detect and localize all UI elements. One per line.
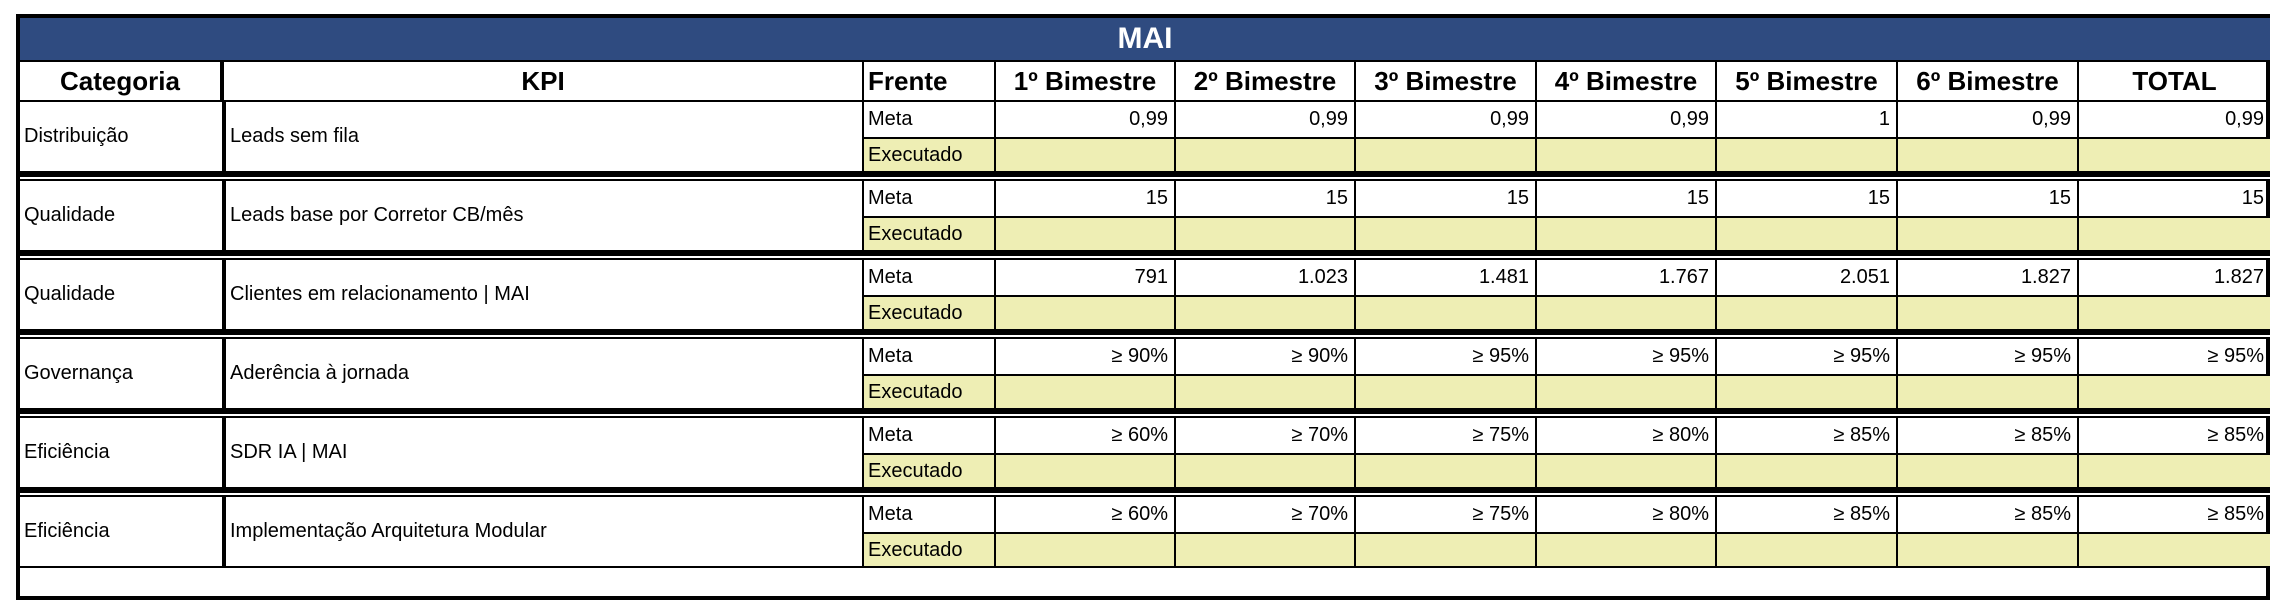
cell-executado-value[interactable] [1717,534,1898,568]
cell-meta-value[interactable]: ≥ 70% [1176,418,1356,455]
cell-categoria[interactable]: Eficiência [20,497,224,568]
header-total[interactable]: TOTAL [2079,62,2270,102]
cell-executado-value[interactable] [1537,297,1717,331]
cell-frente-executado[interactable]: Executado [864,218,996,252]
cell-frente-executado[interactable]: Executado [864,297,996,331]
cell-executado-value[interactable] [1717,218,1898,252]
cell-executado-value[interactable] [1176,376,1356,410]
cell-executado-value[interactable] [1537,534,1717,568]
cell-executado-value[interactable] [1176,534,1356,568]
cell-kpi[interactable]: Clientes em relacionamento | MAI [224,260,864,331]
cell-executado-value[interactable] [1898,297,2079,331]
cell-frente-meta[interactable]: Meta [864,260,996,297]
cell-executado-value[interactable] [2079,139,2270,173]
cell-executado-value[interactable] [2079,218,2270,252]
header-bimestre-1[interactable]: 1º Bimestre [996,62,1176,102]
cell-executado-value[interactable] [996,297,1176,331]
cell-meta-value[interactable]: 15 [1898,181,2079,218]
header-kpi[interactable]: KPI [224,62,864,102]
cell-meta-value[interactable]: 1.481 [1356,260,1537,297]
cell-meta-value[interactable]: ≥ 95% [2079,339,2270,376]
cell-executado-value[interactable] [1356,376,1537,410]
cell-meta-value[interactable]: 15 [2079,181,2270,218]
cell-meta-value[interactable]: ≥ 85% [2079,497,2270,534]
cell-executado-value[interactable] [1537,455,1717,489]
cell-executado-value[interactable] [1176,455,1356,489]
cell-executado-value[interactable] [1898,455,2079,489]
cell-meta-value[interactable]: ≥ 90% [1176,339,1356,376]
cell-executado-value[interactable] [1717,455,1898,489]
cell-meta-value[interactable]: ≥ 70% [1176,497,1356,534]
row-separator [20,410,2270,418]
cell-meta-value[interactable]: 0,99 [996,102,1176,139]
cell-frente-executado[interactable]: Executado [864,376,996,410]
row-separator [20,252,2270,260]
cell-executado-value[interactable] [2079,297,2270,331]
cell-kpi[interactable]: Aderência à jornada [224,339,864,410]
cell-executado-value[interactable] [2079,455,2270,489]
header-bimestre-3[interactable]: 3º Bimestre [1356,62,1537,102]
cell-executado-value[interactable] [1356,139,1537,173]
cell-frente-executado[interactable]: Executado [864,455,996,489]
cell-categoria[interactable]: Governança [20,339,224,410]
cell-frente-meta[interactable]: Meta [864,181,996,218]
header-bimestre-6[interactable]: 6º Bimestre [1898,62,2079,102]
cell-executado-value[interactable] [996,376,1176,410]
cell-executado-value[interactable] [1537,376,1717,410]
cell-executado-value[interactable] [1898,218,2079,252]
cell-frente-meta[interactable]: Meta [864,102,996,139]
cell-meta-value[interactable]: 1.827 [1898,260,2079,297]
header-bimestre-2[interactable]: 2º Bimestre [1176,62,1356,102]
cell-executado-value[interactable] [1537,139,1717,173]
cell-meta-value[interactable]: 0,99 [1898,102,2079,139]
cell-frente-meta[interactable]: Meta [864,418,996,455]
cell-executado-value[interactable] [1176,139,1356,173]
cell-meta-value[interactable]: 15 [1537,181,1717,218]
cell-executado-value[interactable] [1176,297,1356,331]
row-separator [20,331,2270,339]
cell-executado-value[interactable] [1717,297,1898,331]
cell-meta-value[interactable]: ≥ 60% [996,418,1176,455]
header-bimestre-5[interactable]: 5º Bimestre [1717,62,1898,102]
cell-meta-value[interactable]: ≥ 95% [1898,339,2079,376]
header-categoria[interactable]: Categoria [20,62,224,102]
cell-meta-value[interactable]: 1.827 [2079,260,2270,297]
cell-categoria[interactable]: Eficiência [20,418,224,489]
cell-meta-value[interactable]: ≥ 60% [996,497,1176,534]
cell-categoria[interactable]: Qualidade [20,181,224,252]
cell-executado-value[interactable] [1717,376,1898,410]
cell-meta-value[interactable]: 791 [996,260,1176,297]
cell-frente-meta[interactable]: Meta [864,339,996,376]
cell-kpi[interactable]: Leads sem fila [224,102,864,173]
sheet-title[interactable]: MAI [20,18,2270,62]
cell-meta-value[interactable]: ≥ 75% [1356,497,1537,534]
cell-executado-value[interactable] [996,534,1176,568]
cell-executado-value[interactable] [1176,218,1356,252]
header-bimestre-4[interactable]: 4º Bimestre [1537,62,1717,102]
cell-meta-value[interactable]: ≥ 90% [996,339,1176,376]
cell-meta-value[interactable]: ≥ 95% [1537,339,1717,376]
cell-meta-value[interactable]: ≥ 85% [1717,418,1898,455]
cell-executado-value[interactable] [1898,534,2079,568]
cell-meta-value[interactable]: ≥ 80% [1537,418,1717,455]
cell-executado-value[interactable] [1356,534,1537,568]
cell-frente-executado[interactable]: Executado [864,139,996,173]
cell-kpi[interactable]: Leads base por Corretor CB/mês [224,181,864,252]
cell-meta-value[interactable]: ≥ 85% [1898,418,2079,455]
cell-meta-value[interactable]: 15 [1717,181,1898,218]
cell-meta-value[interactable]: 0,99 [1176,102,1356,139]
cell-executado-value[interactable] [2079,376,2270,410]
cell-meta-value[interactable]: ≥ 95% [1717,339,1898,376]
cell-meta-value[interactable]: 0,99 [2079,102,2270,139]
kpi-spreadsheet [16,14,2270,600]
cell-executado-value[interactable] [996,455,1176,489]
cell-executado-value[interactable] [1356,455,1537,489]
cell-meta-value[interactable]: 1.023 [1176,260,1356,297]
row-separator [20,489,2270,497]
cell-meta-value[interactable]: 0,99 [1356,102,1537,139]
cell-executado-value[interactable] [1356,297,1537,331]
cell-frente-executado[interactable]: Executado [864,534,996,568]
header-frente[interactable]: Frente [864,62,996,102]
cell-meta-value[interactable]: ≥ 80% [1537,497,1717,534]
cell-executado-value[interactable] [996,139,1176,173]
cell-executado-value[interactable] [2079,534,2270,568]
cell-frente-meta[interactable]: Meta [864,497,996,534]
cell-meta-value[interactable]: 15 [1356,181,1537,218]
cell-meta-value[interactable]: ≥ 95% [1356,339,1537,376]
cell-meta-value[interactable]: ≥ 85% [1717,497,1898,534]
cell-executado-value[interactable] [1898,376,2079,410]
cell-meta-value[interactable]: 1.767 [1537,260,1717,297]
cell-meta-value[interactable]: 15 [1176,181,1356,218]
cell-executado-value[interactable] [996,218,1176,252]
cell-executado-value[interactable] [1537,218,1717,252]
cell-meta-value[interactable]: 15 [996,181,1176,218]
cell-meta-value[interactable]: ≥ 85% [2079,418,2270,455]
cell-meta-value[interactable]: ≥ 75% [1356,418,1537,455]
cell-executado-value[interactable] [1356,218,1537,252]
cell-categoria[interactable]: Distribuição [20,102,224,173]
cell-executado-value[interactable] [1717,139,1898,173]
cell-meta-value[interactable]: 2.051 [1717,260,1898,297]
cell-meta-value[interactable]: 1 [1717,102,1898,139]
cell-executado-value[interactable] [1898,139,2079,173]
cell-kpi[interactable]: SDR IA | MAI [224,418,864,489]
cell-meta-value[interactable]: ≥ 85% [1898,497,2079,534]
cell-kpi[interactable]: Implementação Arquitetura Modular [224,497,864,568]
row-separator [20,173,2270,181]
cell-categoria[interactable]: Qualidade [20,260,224,331]
cell-meta-value[interactable]: 0,99 [1537,102,1717,139]
